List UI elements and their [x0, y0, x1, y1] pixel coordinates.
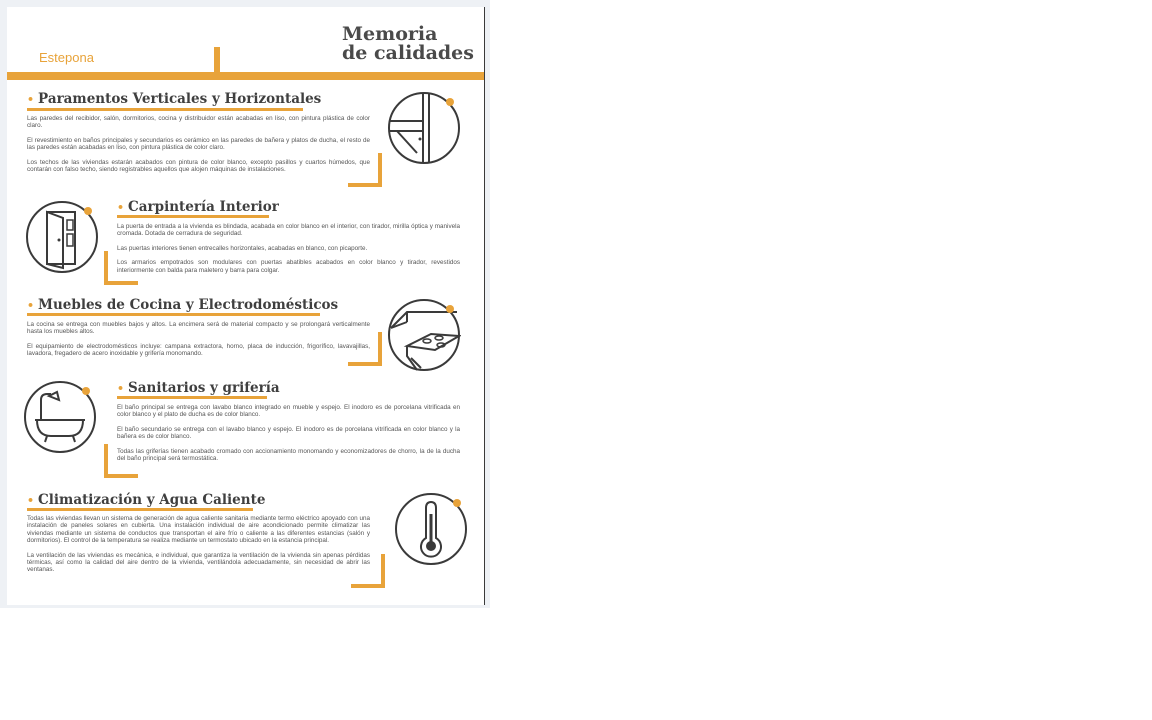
kitchen-hob-icon [387, 298, 461, 372]
heading-underline [27, 313, 320, 316]
section-text-paramentos: Las paredes del recibidor, salón, dormitorios, cocina y distribuidor están acabadas en liso, con pintura plástica de color claro. El revestimiento en baños principales y secundarios es cerámico en las paredes de bañera y platos de ducha, el resto de las paredes están acabadas en liso, con pintura plástica de color claro. Los techos de las viviendas estarán acabados con pintura de color blanco, excepto pasillos y cuartos húmedos, que contarán con falso techo, siendo registrables aquellos que alojen máquinas de instalaciones. [27, 115, 370, 174]
heading-underline [117, 215, 269, 218]
corner-bracket [104, 251, 138, 285]
corner-bracket [351, 554, 385, 588]
heading-underline [117, 396, 267, 399]
section-heading-cocina: • Muebles de Cocina y Electrodomésticos [27, 297, 339, 313]
thermometer-icon [394, 492, 468, 566]
corner-bracket [348, 153, 382, 187]
section-heading-carpinteria: • Carpintería Interior [117, 199, 279, 215]
heading-underline [27, 108, 303, 111]
header-accent-bar [214, 47, 220, 74]
open-door-icon [25, 200, 99, 274]
section-text-cocina: La cocina se entrega con muebles bajos y altos. La encimera será de material compacto y se prolongará verticalmente hasta los muebles altos. El equipamiento de electrodomésticos incluye: campana extractora, horno, placa de inducción, frigorífico, lavavajillas, lavadora, fregadero de acero inoxidable y grifería monomando. [27, 321, 370, 358]
page-title-line1: Memoria [342, 23, 438, 45]
door-frame-icon [387, 91, 461, 165]
section-heading-paramentos: • Paramentos Verticales y Horizontales [27, 91, 322, 107]
header-rule [7, 72, 484, 80]
section-text-carpinteria: La puerta de entrada a la vivienda es blindada, acabada en color blanco en el interior, con tirador, mirilla óptica y manivela cromada. Dotada de cerradura de seguridad. Las puertas interiores tienen entrecalles horizontales, acabadas en blanco, con picaporte. Los armarios empotrados son modulares con puertas abatibles acabados en color blanco y tirador, revestidos interiormente con balda para maletero y barra para colgar. [117, 223, 460, 274]
heading-underline [27, 508, 253, 511]
corner-bracket [104, 444, 138, 478]
document-viewer [0, 0, 490, 608]
section-text-sanitarios: El baño principal se entrega con lavabo blanco integrado en mueble y espejo. El inodoro es de porcelana vitrificada en color blanco y el plato de ducha es de color blanco. El baño secundario se entrega con el lavabo blanco y espejo. El inodoro es de porcelana vitrificada en color blanco y la bañera es de color blanco. Todas las griferías tienen acabado cromado con accionamiento monomando y economizadores de chorro, la de la ducha del baño principal será termostática. [117, 404, 460, 463]
bathtub-icon [23, 380, 97, 454]
section-text-climatizacion: Todas las viviendas llevan un sistema de generación de agua caliente sanitaria mediante termo eléctrico apoyado con una instalación de paneles solares en cubierta. Una instalación individual de aire acondicionado permite climatizar las viviendas mediante un sistema de conductos que transportan el aire frío o caliente a las diferentes estancias (salón y dormitorios). El control de la temperatura se realiza mediante un termostato ubicado en la estancia principal. La ventilación de las viviendas es mecánica, e individual, que garantiza la ventilación de la vivienda sin apenas pérdidas térmicas, así como la calidad del aire dentro de la vivienda, ventilándola adecuadamente, sin necesidad de abrir las ventanas. [27, 515, 370, 574]
page-title-line2: de calidades [342, 42, 474, 64]
section-heading-climatizacion: • Climatización y Agua Caliente [27, 492, 266, 508]
section-heading-sanitarios: • Sanitarios y grifería [117, 380, 280, 396]
brand-name: Estepona [39, 50, 94, 65]
corner-bracket [348, 332, 382, 366]
page [7, 7, 485, 605]
